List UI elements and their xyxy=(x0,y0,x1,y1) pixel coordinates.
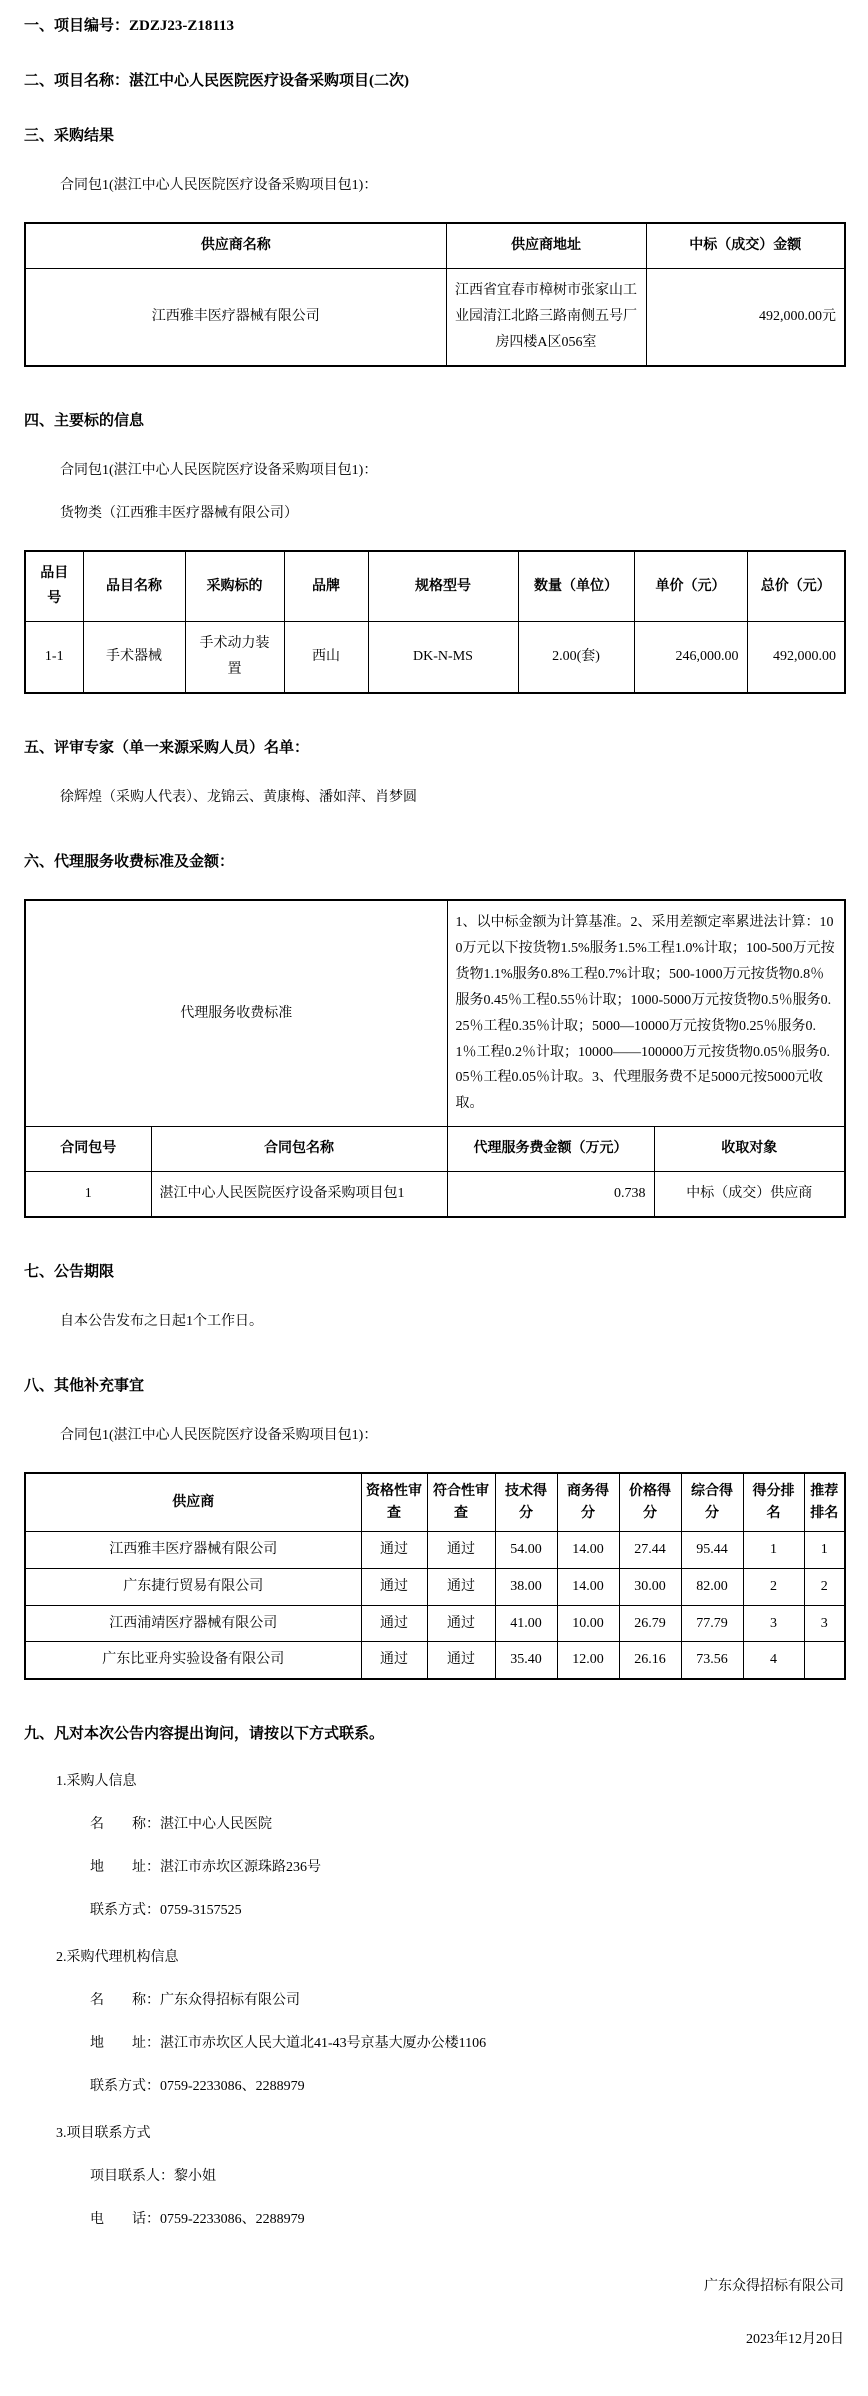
score-supplier: 江西雅丰医疗器械有限公司 xyxy=(25,1532,361,1569)
score-price: 27.44 xyxy=(619,1532,681,1569)
announcement-period-text: 自本公告发布之日起1个工作日。 xyxy=(60,1314,263,1330)
agency-info-title: 2.采购代理机构信息 xyxy=(56,1950,179,1966)
fee-standard-text: 1、以中标金额为计算基准。2、采用差额定率累进法计算：100万元以下按货物1.5%服务1.5%工程1.0%计取；100-500万元按货物1.1%服务0.8%工程0.7%计取；500-1000万元按货物0.8％服务0.45％工程0.55％计取；1000-5000万元按货物0.5％服务0.25％工程0.35％计取；5000—10000万元按货物0.25％服务0.1％工程0.2％计取；10000——100000万元按货物0.05％服务0.05％工程0.05％计取。3、代理服务费不足5000元按5000元收取。 xyxy=(447,900,845,1127)
fee-table-row xyxy=(25,1172,845,1217)
score-supplier: 广东比亚舟实验设备有限公司 xyxy=(25,1642,361,1679)
section-other-matters-heading: 八、其他补充事宜 xyxy=(24,1378,145,1395)
score-table-row xyxy=(25,1605,845,1642)
fee-amount: 0.738 xyxy=(447,1172,654,1217)
subject-col-procurement-target: 采购标的 xyxy=(185,551,284,622)
fee-col-package-no: 合同包号 xyxy=(25,1127,151,1172)
subject-unit-price: 246,000.00 xyxy=(634,622,747,693)
section-procurement-result-heading: 三、采购结果 xyxy=(24,128,115,144)
purchaser-info-block xyxy=(24,1771,844,1921)
score-overall: 95.44 xyxy=(681,1532,743,1569)
score-col-conformity-review: 符合性审查 xyxy=(427,1473,495,1532)
section-project-number-heading: 一、项目编号：ZDZJ23-Z18113 xyxy=(24,18,235,34)
agency-info-block xyxy=(24,1947,844,2097)
subject-col-total-price: 总价（元） xyxy=(747,551,845,622)
score-col-supplier: 供应商 xyxy=(25,1473,361,1532)
agency-name: 名 称：广东众得招标有限公司 xyxy=(90,1993,300,2009)
subject-quantity: 2.00(套) xyxy=(518,622,634,693)
project-contact-phone: 电 话：0759-2233086、2288979 xyxy=(90,2212,305,2228)
score-business: 14.00 xyxy=(557,1569,619,1606)
recommend-rank xyxy=(804,1642,845,1679)
score-price: 26.79 xyxy=(619,1605,681,1642)
other-matters-package-line: 合同包1(湛江中心人民医院医疗设备采购项目包1)： xyxy=(60,1428,378,1444)
score-table-row xyxy=(25,1532,845,1569)
main-subject-table xyxy=(24,550,846,695)
score-col-qualification-review: 资格性审查 xyxy=(361,1473,427,1532)
score-col-business-score: 商务得分 xyxy=(557,1473,619,1532)
fee-package-no: 1 xyxy=(25,1172,151,1217)
score-qualification: 通过 xyxy=(361,1642,427,1679)
score-technical: 38.00 xyxy=(495,1569,557,1606)
score-overall: 77.79 xyxy=(681,1605,743,1642)
subject-col-quantity: 数量（单位） xyxy=(518,551,634,622)
score-col-overall-score: 综合得分 xyxy=(681,1473,743,1532)
subject-col-item-no: 品目号 xyxy=(25,551,83,622)
score-technical: 41.00 xyxy=(495,1605,557,1642)
score-overall: 73.56 xyxy=(681,1642,743,1679)
score-col-price-score: 价格得分 xyxy=(619,1473,681,1532)
score-col-recommend-rank: 推荐排名 xyxy=(804,1473,845,1532)
fee-col-package-name: 合同包名称 xyxy=(151,1127,447,1172)
fee-package-name: 湛江中心人民医院医疗设备采购项目包1 xyxy=(151,1172,447,1217)
score-technical: 54.00 xyxy=(495,1532,557,1569)
score-business: 10.00 xyxy=(557,1605,619,1642)
agency-fee-table xyxy=(24,899,846,1218)
subject-col-spec-model: 规格型号 xyxy=(368,551,518,622)
procurement-result-table xyxy=(24,222,846,367)
subject-item-no: 1-1 xyxy=(25,622,83,693)
result-table-header-row xyxy=(25,223,845,268)
signature-company: 广东众得招标有限公司 xyxy=(704,2279,844,2295)
fee-col-fee-amount: 代理服务费金额（万元） xyxy=(447,1127,654,1172)
result-col-supplier-name: 供应商名称 xyxy=(25,223,446,268)
score-conformity: 通过 xyxy=(427,1642,495,1679)
subject-brand: 西山 xyxy=(284,622,368,693)
score-price: 30.00 xyxy=(619,1569,681,1606)
score-qualification: 通过 xyxy=(361,1569,427,1606)
subject-table-header-row xyxy=(25,551,845,622)
score-conformity: 通过 xyxy=(427,1605,495,1642)
fee-payer: 中标（成交）供应商 xyxy=(654,1172,845,1217)
agency-contact: 联系方式：0759-2233086、2288979 xyxy=(90,2079,305,2095)
score-col-technical-score: 技术得分 xyxy=(495,1473,557,1532)
purchaser-contact: 联系方式：0759-3157525 xyxy=(90,1903,242,1919)
score-rank: 1 xyxy=(743,1532,804,1569)
project-contact-block xyxy=(24,2123,844,2230)
recommend-rank: 1 xyxy=(804,1532,845,1569)
section-agency-fee-heading: 六、代理服务收费标准及金额： xyxy=(24,854,235,871)
subject-item-name: 手术器械 xyxy=(83,622,185,693)
section-announcement-period-heading: 七、公告期限 xyxy=(24,1264,115,1281)
subject-col-brand: 品牌 xyxy=(284,551,368,622)
recommend-rank: 2 xyxy=(804,1569,845,1606)
score-business: 14.00 xyxy=(557,1532,619,1569)
score-qualification: 通过 xyxy=(361,1532,427,1569)
score-qualification: 通过 xyxy=(361,1605,427,1642)
score-overall: 82.00 xyxy=(681,1569,743,1606)
signature-block xyxy=(24,2276,844,2350)
fee-standard-label: 代理服务收费标准 xyxy=(25,900,447,1127)
result-supplier-address: 江西省宜春市樟树市张家山工业园清江北路三路南侧五号厂房四楼A区056室 xyxy=(446,268,646,365)
score-table-row xyxy=(25,1569,845,1606)
agency-address: 地 址：湛江市赤坎区人民大道北41-43号京基大厦办公楼1106 xyxy=(90,2036,487,2052)
fee-table-header-row xyxy=(25,1127,845,1172)
project-contact-person: 项目联系人：黎小姐 xyxy=(90,2169,216,2185)
result-award-amount: 492,000.00元 xyxy=(646,268,845,365)
experts-list: 徐辉煌（采购人代表）、龙锦云、黄康梅、潘如萍、肖梦圆 xyxy=(60,790,417,806)
purchaser-info-title: 1.采购人信息 xyxy=(56,1774,137,1790)
subject-total-price: 492,000.00 xyxy=(747,622,845,693)
score-rank: 2 xyxy=(743,1569,804,1606)
subject-category-line: 货物类（江西雅丰医疗器械有限公司） xyxy=(60,505,298,521)
score-table-row xyxy=(25,1642,845,1679)
result-table-row xyxy=(25,268,845,365)
score-technical: 35.40 xyxy=(495,1642,557,1679)
subject-spec-model: DK-N-MS xyxy=(368,622,518,693)
section-project-name-heading: 二、项目名称：湛江中心人民医院医疗设备采购项目(二次) xyxy=(24,73,409,89)
section-experts-heading: 五、评审专家（单一来源采购人员）名单： xyxy=(24,740,310,757)
subject-procurement-target: 手术动力装置 xyxy=(185,622,284,693)
fee-standard-row xyxy=(25,900,845,1127)
subject-table-row xyxy=(25,622,845,693)
score-col-score-rank: 得分排名 xyxy=(743,1473,804,1532)
result-col-supplier-address: 供应商地址 xyxy=(446,223,646,268)
purchaser-address: 地 址：湛江市赤坎区源珠路236号 xyxy=(90,1860,321,1876)
section-main-subject-heading: 四、主要标的信息 xyxy=(24,412,145,429)
result-col-award-amount: 中标（成交）金额 xyxy=(646,223,845,268)
result-supplier-name: 江西雅丰医疗器械有限公司 xyxy=(25,268,446,365)
recommend-rank: 3 xyxy=(804,1605,845,1642)
score-rank: 3 xyxy=(743,1605,804,1642)
section-contact-heading: 九、凡对本次公告内容提出询问，请按以下方式联系。 xyxy=(24,1726,385,1743)
subject-package-line: 合同包1(湛江中心人民医院医疗设备采购项目包1)： xyxy=(60,462,378,478)
score-price: 26.16 xyxy=(619,1642,681,1679)
signature-date: 2023年12月20日 xyxy=(746,2332,844,2348)
fee-col-payer: 收取对象 xyxy=(654,1127,845,1172)
score-rank: 4 xyxy=(743,1642,804,1679)
subject-col-item-name: 品目名称 xyxy=(83,551,185,622)
score-conformity: 通过 xyxy=(427,1569,495,1606)
subject-col-unit-price: 单价（元） xyxy=(634,551,747,622)
score-table-header-row xyxy=(25,1473,845,1532)
project-contact-title: 3.项目联系方式 xyxy=(56,2126,151,2142)
score-supplier: 江西浦靖医疗器械有限公司 xyxy=(25,1605,361,1642)
score-business: 12.00 xyxy=(557,1642,619,1679)
score-supplier: 广东捷行贸易有限公司 xyxy=(25,1569,361,1606)
result-package-line: 合同包1(湛江中心人民医院医疗设备采购项目包1)： xyxy=(60,178,378,193)
supplier-score-table xyxy=(24,1472,846,1680)
purchaser-name: 名 称：湛江中心人民医院 xyxy=(90,1817,272,1833)
score-conformity: 通过 xyxy=(427,1532,495,1569)
